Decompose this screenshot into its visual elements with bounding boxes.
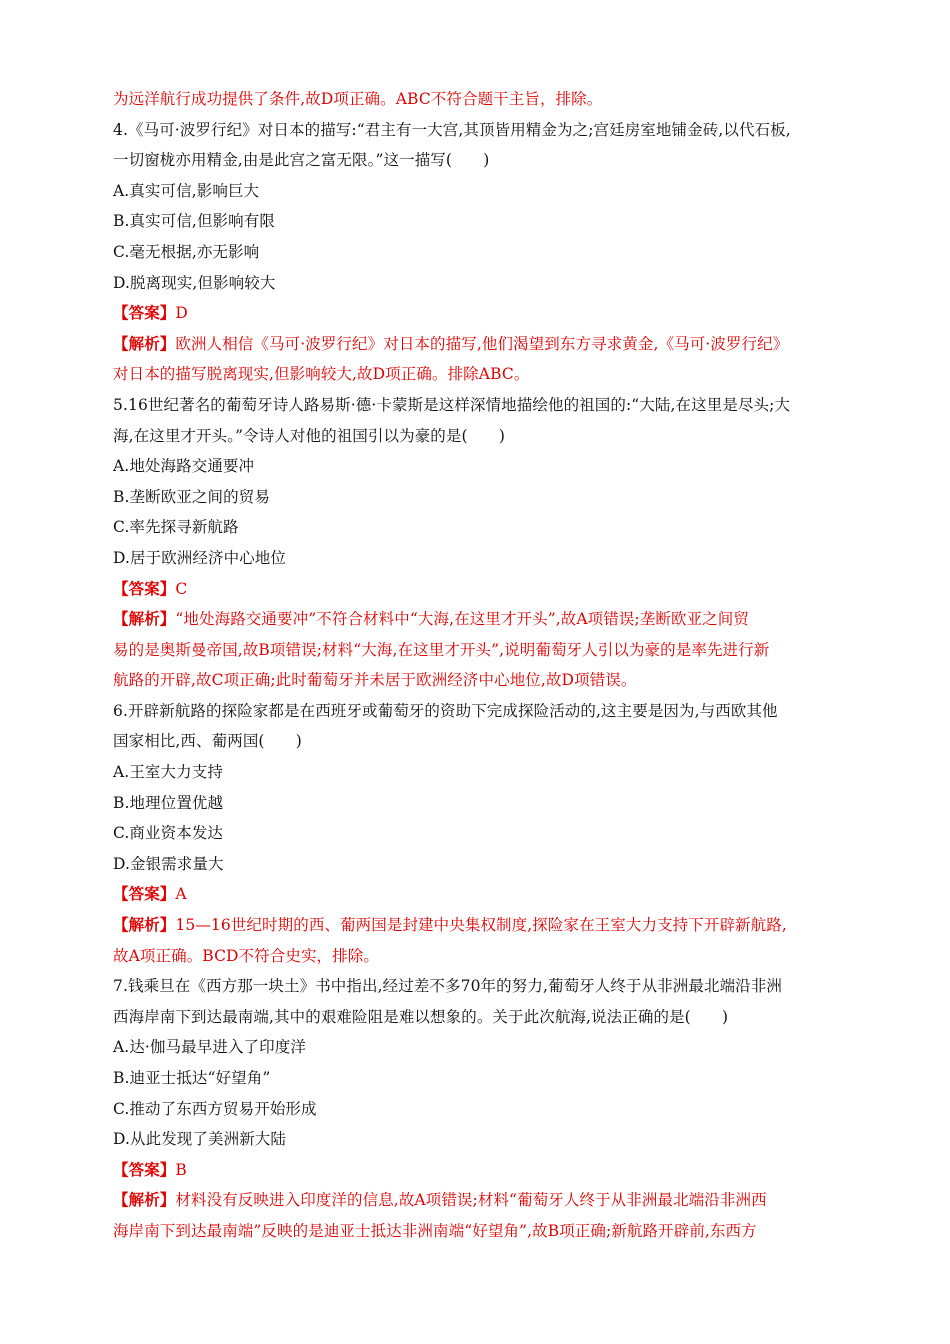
question-7	[113, 971, 843, 1246]
question-4	[113, 115, 843, 390]
answer-value: A	[175, 885, 187, 904]
previous-analysis-tail: 为远洋航行成功提供了条件,故D项正确。ABC不符合题干主旨，排除。	[113, 90, 603, 108]
analysis-line	[113, 329, 843, 360]
option-d: D.金银需求量大	[113, 854, 224, 873]
analysis-text: 航路的开辟,故C项正确;此时葡萄牙并未居于欧洲经济中心地位,故D项错误。	[113, 671, 637, 690]
analysis-tag: 【解析】	[113, 609, 176, 629]
answer-value: B	[175, 1160, 187, 1179]
option-a: A.王室大力支持	[113, 763, 223, 782]
option-a: A.地处海路交通要冲	[113, 457, 255, 476]
analysis-tag: 【解析】	[113, 1190, 176, 1210]
question-stem: 海,在这里才开头。”令诗人对他的祖国引以为豪的是( )	[113, 426, 505, 445]
analysis-tag: 【解析】	[113, 915, 176, 935]
option-b: B.迪亚士抵达“好望角”	[113, 1069, 271, 1087]
option-a: A.达·伽马最早进入了印度洋	[113, 1038, 306, 1057]
analysis-line	[113, 604, 843, 635]
question-6	[113, 696, 843, 971]
analysis-line	[113, 1185, 843, 1216]
answer-tag: 【答案】	[113, 303, 176, 323]
option-c: C.毫无根据,亦无影响	[113, 242, 260, 261]
analysis-text: “地处海路交通要冲”不符合材料中“大海,在这里才开头”,故A项错误;垄断欧亚之间贸	[175, 610, 749, 629]
analysis-text: 海岸南下到达最南端”反映的是迪亚士抵达非洲南端“好望角”,故B项正确;新航路开辟前,东西方	[113, 1221, 757, 1240]
analysis-line	[113, 910, 843, 941]
question-stem: 6.开辟新航路的探险家都是在西班牙或葡萄牙的资助下完成探险活动的,这主要是因为,与西欧其他	[113, 701, 778, 720]
answer-line	[113, 574, 843, 605]
analysis-tag: 【解析】	[113, 333, 176, 353]
question-stem: 一切窗栊亦用精金,由是此宫之富无限。”这一描写( )	[113, 151, 490, 170]
question-stem: 7.钱乘旦在《西方那一块土》书中指出,经过差不多70年的努力,葡萄牙人终于从非洲最北端沿非洲	[113, 977, 782, 996]
question-stem: 国家相比,西、葡两国( )	[113, 732, 302, 751]
question-stem: 4.《马可·波罗行纪》对日本的描写:“君主有一大宫,其顶皆用精金为之;宫廷房室地铺金砖,以代石板,	[113, 120, 791, 139]
answer-line	[113, 1155, 843, 1186]
analysis-text: 15—16世纪时期的西、葡两国是封建中央集权制度,探险家在王室大力支持下开辟新航路,	[175, 916, 787, 935]
answer-line	[113, 879, 843, 910]
option-c: C.推动了东西方贸易开始形成	[113, 1099, 317, 1118]
analysis-text: 欧洲人相信《马可·波罗行纪》对日本的描写,他们渴望到东方寻求黄金,《马可·波罗行纪》	[175, 334, 789, 353]
answer-tag: 【答案】	[113, 1159, 176, 1179]
option-d: D.脱离现实,但影响较大	[113, 273, 276, 292]
document-page	[113, 84, 843, 1247]
option-a: A.真实可信,影响巨大	[113, 181, 260, 200]
question-5	[113, 390, 843, 696]
answer-tag: 【答案】	[113, 578, 176, 598]
option-b: B.地理位置优越	[113, 793, 224, 812]
option-b: B.真实可信,但影响有限	[113, 212, 275, 231]
option-d: D.从此发现了美洲新大陆	[113, 1130, 287, 1149]
option-c: C.商业资本发达	[113, 824, 224, 843]
answer-line	[113, 298, 843, 329]
answer-value: D	[175, 304, 188, 323]
option-b: B.垄断欧亚之间的贸易	[113, 487, 270, 506]
answer-value: C	[175, 579, 188, 598]
question-stem: 5.16世纪著名的葡萄牙诗人路易斯·德·卡蒙斯是这样深情地描绘他的祖国的:“大陆,在这里是尽头;大	[113, 395, 791, 414]
answer-tag: 【答案】	[113, 884, 176, 904]
question-stem: 西海岸南下到达最南端,其中的艰难险阻是难以想象的。关于此次航海,说法正确的是( )	[113, 1007, 729, 1026]
analysis-text: 对日本的描写脱离现实,但影响较大,故D项正确。排除ABC。	[113, 365, 530, 384]
analysis-text: 故A项正确。BCD不符合史实，排除。	[113, 946, 379, 965]
option-d: D.居于欧洲经济中心地位	[113, 548, 287, 567]
analysis-text: 材料没有反映进入印度洋的信息,故A项错误;材料“葡萄牙人终于从非洲最北端沿非洲西	[175, 1191, 767, 1210]
analysis-text: 易的是奥斯曼帝国,故B项错误;材料“大海,在这里才开头”,说明葡萄牙人引以为豪的是率先进行新	[113, 640, 770, 659]
option-c: C.率先探寻新航路	[113, 518, 239, 537]
